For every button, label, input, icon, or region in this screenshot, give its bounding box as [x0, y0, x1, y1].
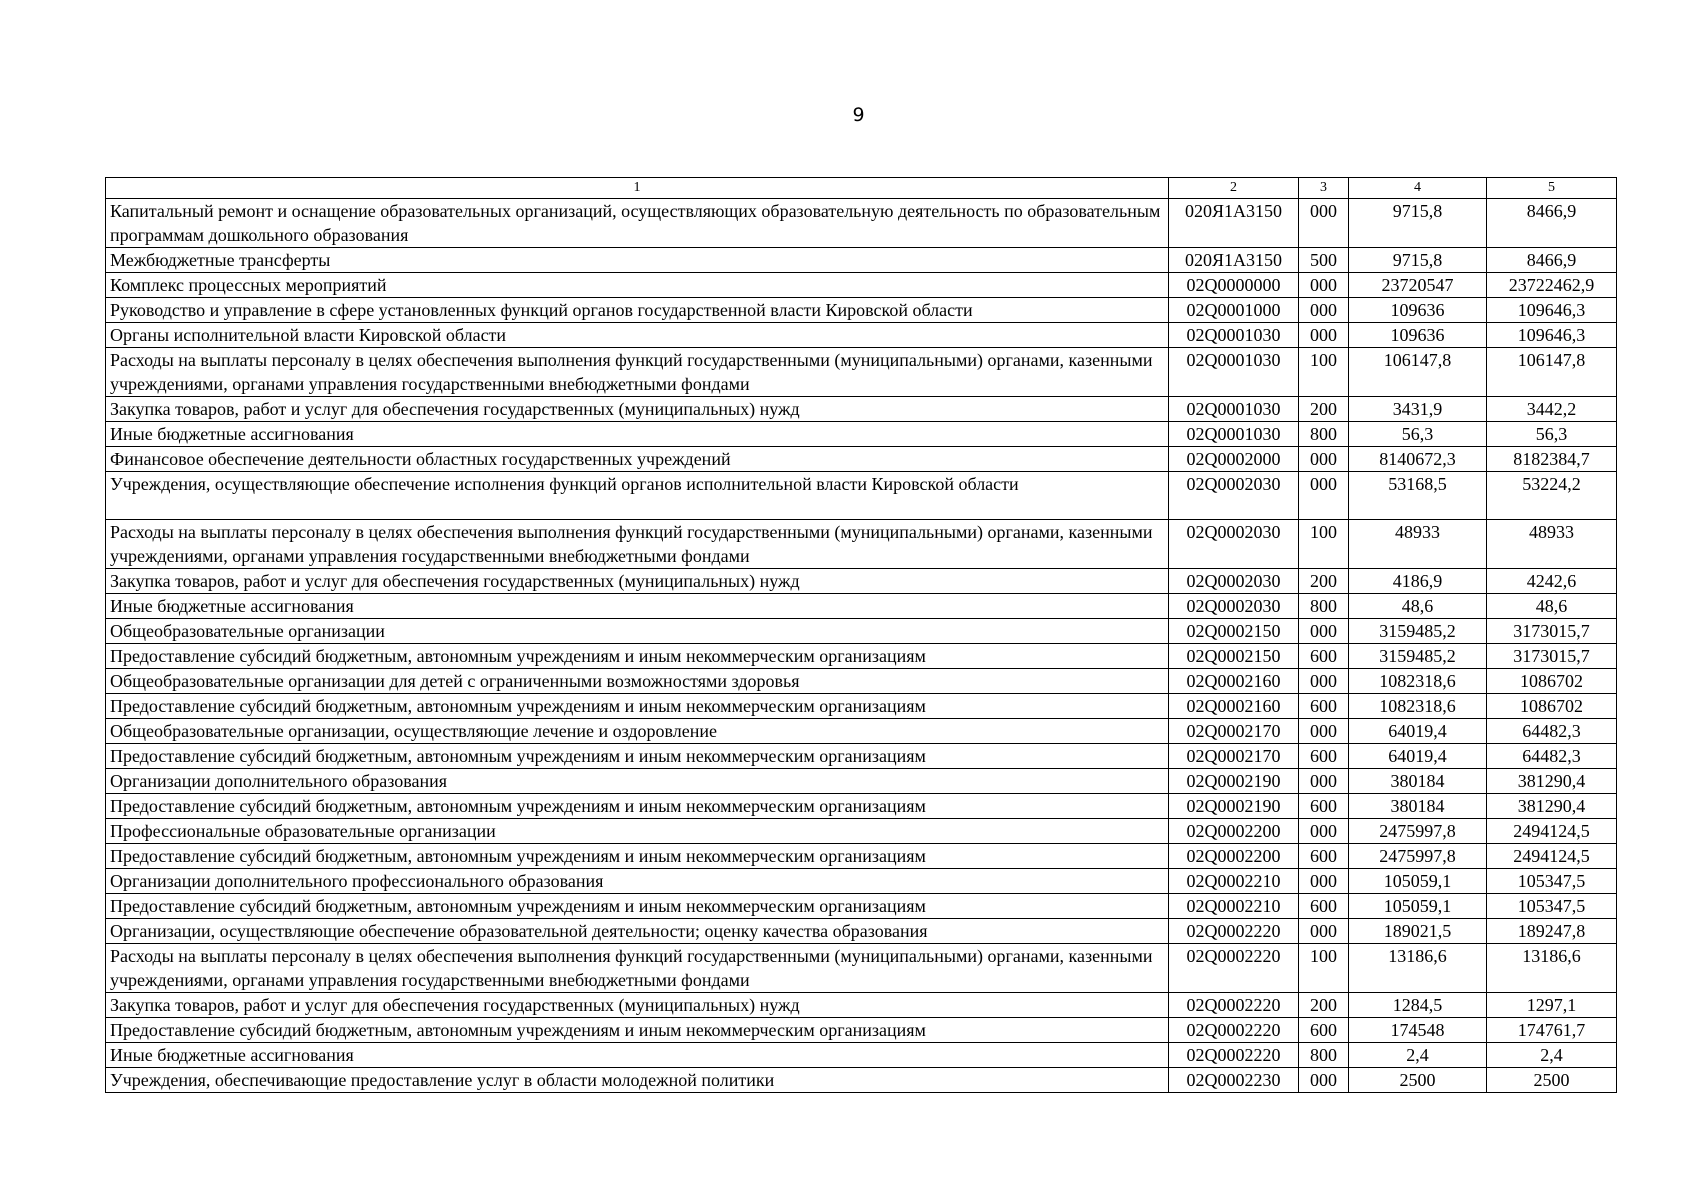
row-type-cell: 000	[1299, 447, 1349, 472]
row-name-cell: Профессиональные образовательные организации	[106, 819, 1169, 844]
row-type-cell: 600	[1299, 694, 1349, 719]
row-value-col4-cell: 4186,9	[1349, 569, 1487, 594]
row-value-col4-cell: 1082318,6	[1349, 669, 1487, 694]
row-value-col5-cell: 3173015,7	[1487, 619, 1617, 644]
row-type-cell: 500	[1299, 248, 1349, 273]
row-code-cell: 02Q0002030	[1169, 520, 1299, 569]
table-row	[106, 199, 1617, 248]
row-code-cell: 02Q0001030	[1169, 422, 1299, 447]
table-row	[106, 1068, 1617, 1093]
column-header-2: 2	[1169, 178, 1299, 199]
row-value-col5-cell: 1086702	[1487, 669, 1617, 694]
row-code-cell: 02Q0002030	[1169, 594, 1299, 619]
row-name-cell: Организации дополнительного профессионального образования	[106, 869, 1169, 894]
row-code-cell: 02Q0001030	[1169, 348, 1299, 397]
row-value-col5-cell: 8466,9	[1487, 199, 1617, 248]
table-row	[106, 248, 1617, 273]
row-name-cell: Иные бюджетные ассигнования	[106, 422, 1169, 447]
row-type-cell: 200	[1299, 993, 1349, 1018]
row-type-cell: 000	[1299, 472, 1349, 520]
row-type-cell: 100	[1299, 520, 1349, 569]
row-value-col5-cell: 64482,3	[1487, 744, 1617, 769]
row-value-col4-cell: 1082318,6	[1349, 694, 1487, 719]
table-row	[106, 769, 1617, 794]
row-type-cell: 000	[1299, 669, 1349, 694]
row-value-col4-cell: 3431,9	[1349, 397, 1487, 422]
row-value-col5-cell: 3173015,7	[1487, 644, 1617, 669]
row-type-cell: 100	[1299, 944, 1349, 993]
row-code-cell: 02Q0002150	[1169, 619, 1299, 644]
table-row	[106, 669, 1617, 694]
row-value-col4-cell: 48,6	[1349, 594, 1487, 619]
table-row	[106, 298, 1617, 323]
row-value-col4-cell: 64019,4	[1349, 744, 1487, 769]
row-code-cell: 02Q0002030	[1169, 569, 1299, 594]
row-name-cell: Иные бюджетные ассигнования	[106, 594, 1169, 619]
row-code-cell: 02Q0002170	[1169, 719, 1299, 744]
row-name-cell: Руководство и управление в сфере установленных функций органов государственной власти Кировской области	[106, 298, 1169, 323]
row-type-cell: 100	[1299, 348, 1349, 397]
row-code-cell: 02Q0002160	[1169, 694, 1299, 719]
table-row	[106, 644, 1617, 669]
row-value-col5-cell: 64482,3	[1487, 719, 1617, 744]
row-value-col5-cell: 8466,9	[1487, 248, 1617, 273]
table-row	[106, 844, 1617, 869]
row-code-cell: 020Я1А3150	[1169, 248, 1299, 273]
table-row	[106, 619, 1617, 644]
table-row	[106, 919, 1617, 944]
row-value-col5-cell: 174761,7	[1487, 1018, 1617, 1043]
row-name-cell: Финансовое обеспечение деятельности областных государственных учреждений	[106, 447, 1169, 472]
row-value-col4-cell: 9715,8	[1349, 199, 1487, 248]
row-value-col5-cell: 53224,2	[1487, 472, 1617, 520]
table-row	[106, 869, 1617, 894]
row-value-col4-cell: 2475997,8	[1349, 819, 1487, 844]
row-type-cell: 000	[1299, 819, 1349, 844]
row-value-col4-cell: 2500	[1349, 1068, 1487, 1093]
row-value-col4-cell: 2475997,8	[1349, 844, 1487, 869]
row-value-col4-cell: 56,3	[1349, 422, 1487, 447]
row-type-cell: 000	[1299, 199, 1349, 248]
row-value-col5-cell: 4242,6	[1487, 569, 1617, 594]
row-value-col4-cell: 109636	[1349, 323, 1487, 348]
row-type-cell: 600	[1299, 644, 1349, 669]
row-name-cell: Предоставление субсидий бюджетным, автономным учреждениям и иным некоммерческим организациям	[106, 794, 1169, 819]
header-row	[106, 178, 1617, 199]
row-value-col5-cell: 105347,5	[1487, 869, 1617, 894]
row-name-cell: Общеобразовательные организации, осуществляющие лечение и оздоровление	[106, 719, 1169, 744]
row-code-cell: 02Q0002190	[1169, 794, 1299, 819]
row-code-cell: 02Q0001030	[1169, 323, 1299, 348]
table-row	[106, 744, 1617, 769]
row-value-col4-cell: 23720547	[1349, 273, 1487, 298]
row-value-col4-cell: 9715,8	[1349, 248, 1487, 273]
row-type-cell: 000	[1299, 273, 1349, 298]
row-name-cell: Закупка товаров, работ и услуг для обеспечения государственных (муниципальных) нужд	[106, 569, 1169, 594]
row-value-col5-cell: 109646,3	[1487, 298, 1617, 323]
row-value-col4-cell: 64019,4	[1349, 719, 1487, 744]
row-code-cell: 02Q0002200	[1169, 819, 1299, 844]
table-body	[106, 199, 1617, 1093]
row-value-col5-cell: 2,4	[1487, 1043, 1617, 1068]
row-name-cell: Иные бюджетные ассигнования	[106, 1043, 1169, 1068]
row-type-cell: 800	[1299, 1043, 1349, 1068]
table-row	[106, 993, 1617, 1018]
row-value-col5-cell: 189247,8	[1487, 919, 1617, 944]
row-value-col5-cell: 3442,2	[1487, 397, 1617, 422]
table-row	[106, 944, 1617, 993]
row-code-cell: 02Q0002220	[1169, 919, 1299, 944]
table-row	[106, 520, 1617, 569]
row-value-col5-cell: 48933	[1487, 520, 1617, 569]
row-name-cell: Закупка товаров, работ и услуг для обеспечения государственных (муниципальных) нужд	[106, 993, 1169, 1018]
table-row	[106, 569, 1617, 594]
row-name-cell: Учреждения, осуществляющие обеспечение исполнения функций органов исполнительной власти Кировской области	[106, 472, 1169, 520]
row-value-col4-cell: 8140672,3	[1349, 447, 1487, 472]
row-code-cell: 02Q0002220	[1169, 993, 1299, 1018]
row-name-cell: Капитальный ремонт и оснащение образовательных организаций, осуществляющих образовательную деятельность по образовательным программам дошкольного образования	[106, 199, 1169, 248]
row-type-cell: 000	[1299, 719, 1349, 744]
row-value-col4-cell: 106147,8	[1349, 348, 1487, 397]
row-name-cell: Общеобразовательные организации	[106, 619, 1169, 644]
row-value-col4-cell: 2,4	[1349, 1043, 1487, 1068]
table-row	[106, 348, 1617, 397]
row-code-cell: 02Q0002160	[1169, 669, 1299, 694]
table-row	[106, 472, 1617, 520]
column-header-5: 5	[1487, 178, 1617, 199]
table-row	[106, 273, 1617, 298]
row-name-cell: Предоставление субсидий бюджетным, автономным учреждениям и иным некоммерческим организациям	[106, 1018, 1169, 1043]
row-name-cell: Предоставление субсидий бюджетным, автономным учреждениям и иным некоммерческим организациям	[106, 744, 1169, 769]
row-code-cell: 02Q0002150	[1169, 644, 1299, 669]
row-name-cell: Предоставление субсидий бюджетным, автономным учреждениям и иным некоммерческим организациям	[106, 894, 1169, 919]
row-type-cell: 000	[1299, 323, 1349, 348]
row-name-cell: Предоставление субсидий бюджетным, автономным учреждениям и иным некоммерческим организациям	[106, 644, 1169, 669]
row-value-col5-cell: 56,3	[1487, 422, 1617, 447]
row-code-cell: 02Q0000000	[1169, 273, 1299, 298]
row-type-cell: 000	[1299, 619, 1349, 644]
table-row	[106, 819, 1617, 844]
row-code-cell: 02Q0002170	[1169, 744, 1299, 769]
row-value-col4-cell: 380184	[1349, 769, 1487, 794]
row-name-cell: Общеобразовательные организации для детей с ограниченными возможностями здоровья	[106, 669, 1169, 694]
row-value-col4-cell: 3159485,2	[1349, 644, 1487, 669]
row-code-cell: 02Q0002220	[1169, 1018, 1299, 1043]
row-value-col5-cell: 2494124,5	[1487, 819, 1617, 844]
column-header-4: 4	[1349, 178, 1487, 199]
table-row	[106, 719, 1617, 744]
row-code-cell: 02Q0001000	[1169, 298, 1299, 323]
row-name-cell: Предоставление субсидий бюджетным, автономным учреждениям и иным некоммерческим организациям	[106, 694, 1169, 719]
row-code-cell: 02Q0002200	[1169, 844, 1299, 869]
row-name-cell: Учреждения, обеспечивающие предоставление услуг в области молодежной политики	[106, 1068, 1169, 1093]
row-type-cell: 000	[1299, 919, 1349, 944]
row-value-col5-cell: 105347,5	[1487, 894, 1617, 919]
row-value-col4-cell: 174548	[1349, 1018, 1487, 1043]
page-number: 9	[852, 104, 865, 126]
table-row	[106, 594, 1617, 619]
row-value-col4-cell: 3159485,2	[1349, 619, 1487, 644]
row-type-cell: 600	[1299, 844, 1349, 869]
table-row	[106, 894, 1617, 919]
row-name-cell: Межбюджетные трансферты	[106, 248, 1169, 273]
row-value-col5-cell: 106147,8	[1487, 348, 1617, 397]
table-row	[106, 1018, 1617, 1043]
row-type-cell: 600	[1299, 794, 1349, 819]
row-name-cell: Организации дополнительного образования	[106, 769, 1169, 794]
row-code-cell: 02Q0002230	[1169, 1068, 1299, 1093]
row-type-cell: 000	[1299, 869, 1349, 894]
table-row	[106, 447, 1617, 472]
row-code-cell: 02Q0002220	[1169, 944, 1299, 993]
row-type-cell: 600	[1299, 894, 1349, 919]
row-value-col5-cell: 381290,4	[1487, 794, 1617, 819]
row-name-cell: Органы исполнительной власти Кировской области	[106, 323, 1169, 348]
row-value-col4-cell: 189021,5	[1349, 919, 1487, 944]
row-value-col4-cell: 1284,5	[1349, 993, 1487, 1018]
row-value-col5-cell: 2494124,5	[1487, 844, 1617, 869]
row-name-cell: Расходы на выплаты персоналу в целях обеспечения выполнения функций государственными (муниципальными) органами, казенными учреждениями, органами управления государственными внебюджетными фондами	[106, 520, 1169, 569]
row-value-col5-cell: 109646,3	[1487, 323, 1617, 348]
row-value-col4-cell: 105059,1	[1349, 894, 1487, 919]
row-value-col5-cell: 1297,1	[1487, 993, 1617, 1018]
column-header-1: 1	[106, 178, 1169, 199]
row-code-cell: 02Q0002190	[1169, 769, 1299, 794]
row-name-cell: Расходы на выплаты персоналу в целях обеспечения выполнения функций государственными (муниципальными) органами, казенными учреждениями, органами управления государственными внебюджетными фондами	[106, 348, 1169, 397]
row-code-cell: 02Q0002210	[1169, 894, 1299, 919]
table-row	[106, 794, 1617, 819]
row-code-cell: 02Q0002030	[1169, 472, 1299, 520]
row-value-col5-cell: 48,6	[1487, 594, 1617, 619]
row-value-col4-cell: 380184	[1349, 794, 1487, 819]
row-value-col4-cell: 48933	[1349, 520, 1487, 569]
row-code-cell: 02Q0002220	[1169, 1043, 1299, 1068]
row-name-cell: Предоставление субсидий бюджетным, автономным учреждениям и иным некоммерческим организациям	[106, 844, 1169, 869]
table-row	[106, 1043, 1617, 1068]
row-value-col5-cell: 23722462,9	[1487, 273, 1617, 298]
row-value-col4-cell: 13186,6	[1349, 944, 1487, 993]
row-value-col4-cell: 105059,1	[1349, 869, 1487, 894]
row-code-cell: 02Q0001030	[1169, 397, 1299, 422]
row-value-col4-cell: 53168,5	[1349, 472, 1487, 520]
row-type-cell: 200	[1299, 397, 1349, 422]
row-value-col4-cell: 109636	[1349, 298, 1487, 323]
budget-table	[105, 177, 1617, 1093]
row-type-cell: 200	[1299, 569, 1349, 594]
row-value-col5-cell: 8182384,7	[1487, 447, 1617, 472]
row-type-cell: 800	[1299, 594, 1349, 619]
table-row	[106, 422, 1617, 447]
row-code-cell: 02Q0002000	[1169, 447, 1299, 472]
row-name-cell: Комплекс процессных мероприятий	[106, 273, 1169, 298]
row-value-col5-cell: 13186,6	[1487, 944, 1617, 993]
row-name-cell: Закупка товаров, работ и услуг для обеспечения государственных (муниципальных) нужд	[106, 397, 1169, 422]
row-type-cell: 600	[1299, 744, 1349, 769]
row-value-col5-cell: 2500	[1487, 1068, 1617, 1093]
row-value-col5-cell: 1086702	[1487, 694, 1617, 719]
row-type-cell: 000	[1299, 298, 1349, 323]
row-name-cell: Расходы на выплаты персоналу в целях обеспечения выполнения функций государственными (муниципальными) органами, казенными учреждениями, органами управления государственными внебюджетными фондами	[106, 944, 1169, 993]
column-header-3: 3	[1299, 178, 1349, 199]
row-code-cell: 02Q0002210	[1169, 869, 1299, 894]
row-type-cell: 000	[1299, 1068, 1349, 1093]
row-code-cell: 020Я1А3150	[1169, 199, 1299, 248]
table-row	[106, 694, 1617, 719]
table-row	[106, 397, 1617, 422]
row-type-cell: 800	[1299, 422, 1349, 447]
row-name-cell: Организации, осуществляющие обеспечение образовательной деятельности; оценку качества образования	[106, 919, 1169, 944]
table-row	[106, 323, 1617, 348]
row-type-cell: 000	[1299, 769, 1349, 794]
row-value-col5-cell: 381290,4	[1487, 769, 1617, 794]
row-type-cell: 600	[1299, 1018, 1349, 1043]
